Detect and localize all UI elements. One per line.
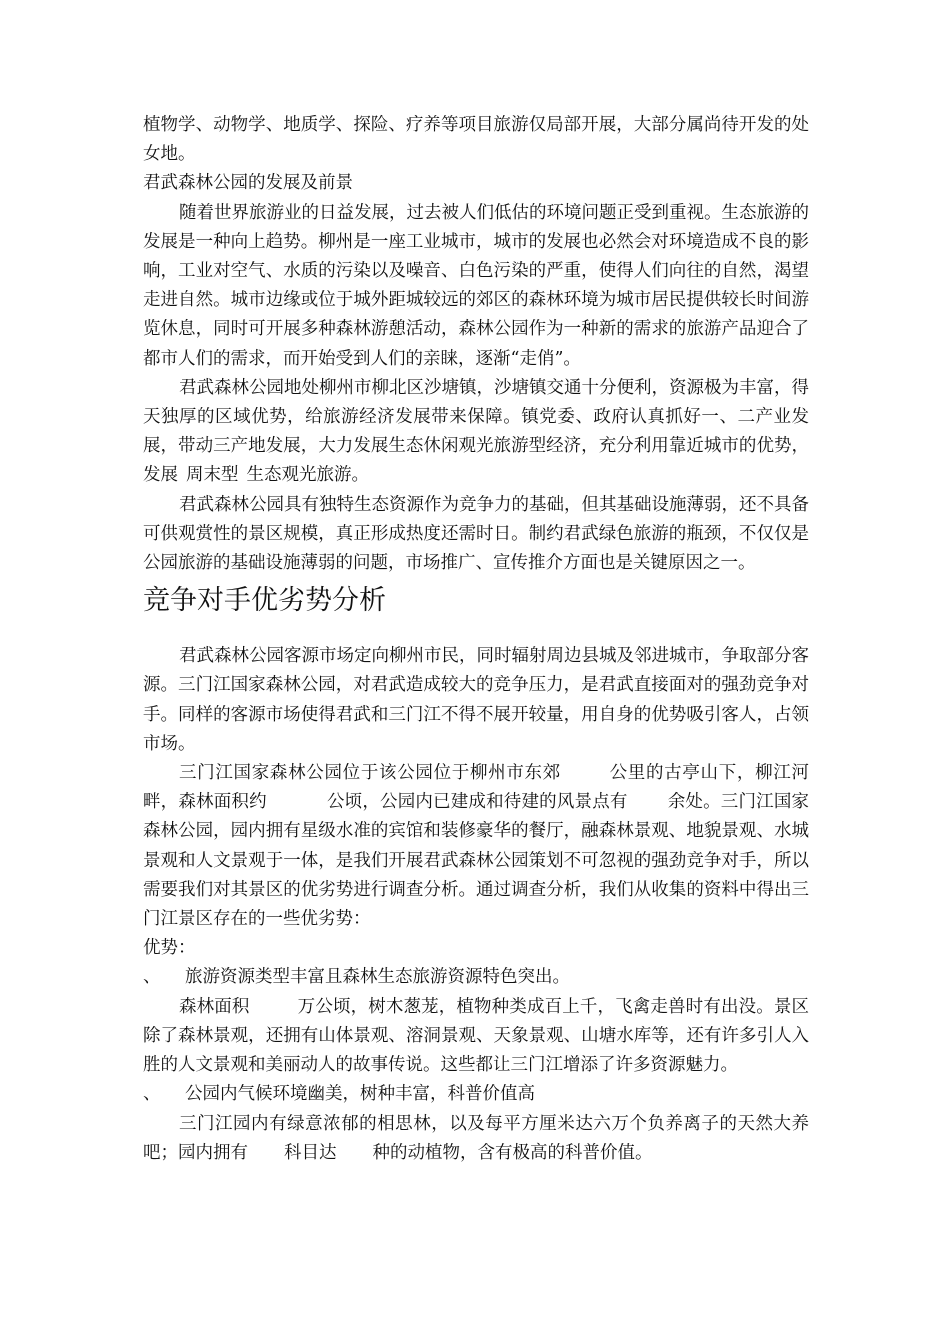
bullet-text: 公园内气候环境幽美，树种丰富，科普价值高 — [185, 1084, 535, 1105]
location-text-3: 生态观光旅游。 — [246, 465, 369, 486]
section-heading: 竞争对手优劣势分析 — [143, 585, 386, 617]
advantage-label: 优势： — [143, 938, 196, 959]
location-text-2: 周末型 — [186, 465, 239, 486]
paragraph-sanmenjiang — [143, 759, 809, 934]
forest-area-text-1: 森林面积 — [179, 996, 250, 1017]
sanmenjiang-text-1: 三门江国家森林公园位于该公园位于柳州市东郊 — [179, 763, 561, 784]
location-text-1: 君武森林公园地处柳州市柳北区沙塘镇，沙塘镇交通十分便利，资源极为丰富，得天独厚的区域优势，给旅游经济发展带来保障。镇党委、政府认真抓好一、二产业发展，带动三产地发展，大力发展生态休闲观光旅游型经济，充分利用靠近城市的优势，发展 — [143, 377, 809, 486]
science-text-1: 三门江园内有绿意浓郁的相思林，以及每平方厘米达六万个负养离子的天然大养吧；园内拥有 — [143, 1113, 809, 1163]
sanmenjiang-text-2: 公里的古亭山下，柳江河畔，森林面积约 — [143, 763, 809, 813]
document-page — [143, 111, 809, 1168]
forest-area-text-2: 万公顷，树木葱茏，植物种类成百上千，飞禽走兽时有出没。景区除了森林景观，还拥有山体景观、溶洞景观、天象景观、山塘水库等，还有许多引人入胜的人文景观和美丽动人的故事传说。这些都让三门江增添了许多资源魅力。 — [143, 996, 809, 1076]
paragraph-intro: 植物学、动物学、地质学、探险、疗养等项目旅游仅局部开展，大部分属尚待开发的处女地。 — [143, 115, 809, 165]
sanmenjiang-text-4: 余处。三门江国家森林公园，园内拥有星级水准的宾馆和装修豪华的餐厅，融森林景观、地貌景观、水城景观和人文景观于一体，是我们开展君武森林公园策划不可忽视的强劲竞争对手，所以需要我们对其景区的优劣势进行调查分析。通过调查分析，我们从收集的资料中得出三门江景区存在的一些优劣势： — [143, 792, 810, 930]
paragraph-forest-area — [143, 993, 809, 1081]
paragraph-market: 君武森林公园客源市场定向柳州市民，同时辐射周边县城及邻进城市，争取部分客源。三门江国家森林公园，对君武造成较大的竞争压力，是君武直接面对的强劲竞争对手。同样的客源市场使得君武和三门江不得不展开较量，用自身的优势吸引客人，占领市场。 — [143, 646, 809, 754]
bullet-item-climate — [143, 1080, 809, 1109]
science-text-3: 种的动植物，含有极高的科普价值。 — [372, 1142, 653, 1163]
section-subheading: 君武森林公园的发展及前景 — [143, 173, 353, 194]
paragraph-location — [143, 374, 809, 491]
paragraph-development: 随着世界旅游业的日益发展，过去被人们低估的环境问题正受到重视。生态旅游的发展是一种向上趋势。柳州是一座工业城市，城市的发展也必然会对环境造成不良的影响，工业对空气、水质的污染以及噪音、白色污染的严重，使得人们向往的自然，渴望走进自然。城市边缘或位于城外距城较远的郊区的森林环境为城市居民提供较长时间游览休息，同时可开展多种森林游憩活动，森林公园作为一种新的需求的旅游产品迎合了都市人们的需求，而开始受到人们的亲睐，逐渐“走俏”。 — [143, 202, 809, 369]
bullet-mark: 、 — [143, 967, 161, 988]
paragraph-science — [143, 1110, 809, 1168]
bullet-mark: 、 — [143, 1084, 161, 1105]
bullet-text: 旅游资源类型丰富且森林生态旅游资源特色突出。 — [185, 967, 570, 988]
bullet-item-resources — [143, 963, 809, 992]
sanmenjiang-text-3: 公顷，公园内已建成和待建的风景点有 — [326, 792, 628, 813]
paragraph-bottleneck: 君武森林公园具有独特生态资源作为竞争力的基础，但其基础设施薄弱，还不具备可供观赏性的景区规模，真正形成热度还需时日。制约君武绿色旅游的瓶颈，不仅仅是公园旅游的基础设施薄弱的问题，市场推广、宣传推介方面也是关键原因之一。 — [143, 494, 809, 574]
science-text-2: 科目达 — [284, 1142, 337, 1163]
